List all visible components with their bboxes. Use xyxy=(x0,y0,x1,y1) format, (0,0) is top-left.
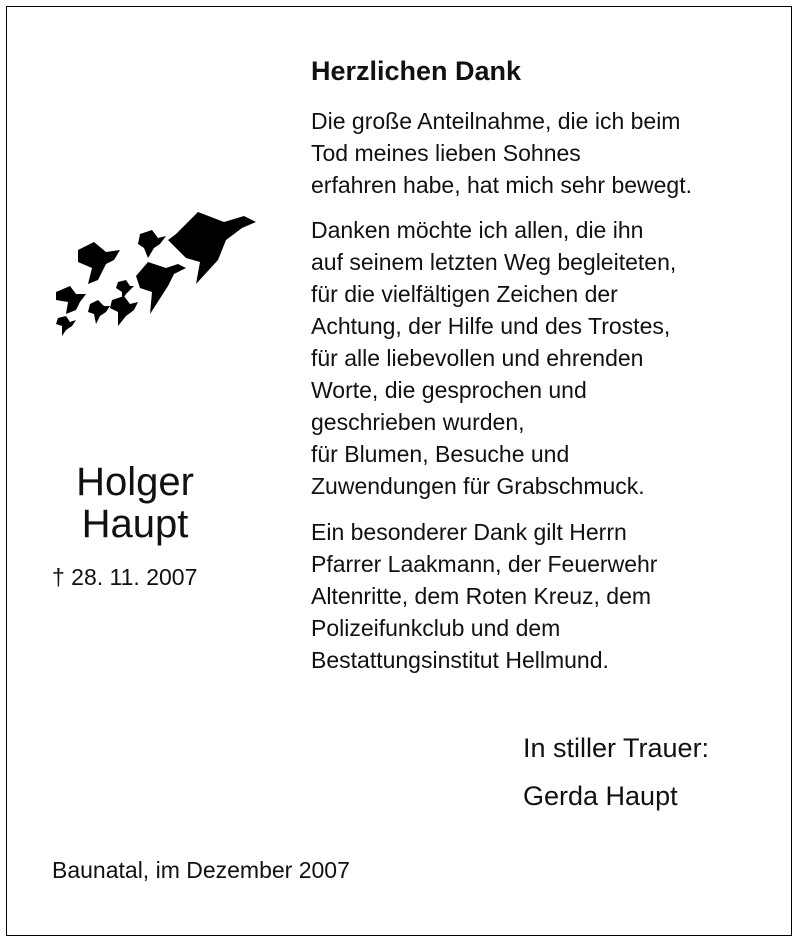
text-line: Tod meines lieben Sohnes xyxy=(311,140,581,166)
text-line: Bestattungsinstitut Hellmund. xyxy=(311,647,609,673)
text-line: für Blumen, Besuche und xyxy=(311,441,570,467)
death-date: † 28. 11. 2007 xyxy=(52,564,198,590)
text-line: Pfarrer Laakmann, der Feuerwehr xyxy=(311,551,658,577)
text-line: für die vielfältigen Zeichen der xyxy=(311,281,618,307)
text-line: geschrieben wurden, xyxy=(311,409,525,435)
paragraph-sympathy xyxy=(311,105,781,201)
mourning-label: In stiller Trauer: xyxy=(523,733,710,763)
deceased-first-name: Holger xyxy=(76,460,194,504)
paragraph-special-thanks xyxy=(311,516,781,676)
text-line: Danken möchte ich allen, die ihn xyxy=(311,217,644,243)
text-line: Zuwendungen für Grabschmuck. xyxy=(311,473,645,499)
text-line: Ein besonderer Dank gilt Herrn xyxy=(311,519,627,545)
notice-heading: Herzlichen Dank xyxy=(311,56,522,86)
text-line: auf seinem letzten Weg begleiteten, xyxy=(311,249,677,275)
text-line: Die große Anteilnahme, die ich beim xyxy=(311,108,681,134)
paragraph-thanks xyxy=(311,214,781,502)
text-line: Altenritte, dem Roten Kreuz, dem xyxy=(311,583,652,609)
text-line: für alle liebevollen und ehrenden xyxy=(311,345,644,371)
deceased-name xyxy=(40,461,230,545)
deceased-last-name: Haupt xyxy=(81,502,189,546)
text-line: Achtung, der Hilfe und des Trostes, xyxy=(311,313,671,339)
mourner-name: Gerda Haupt xyxy=(523,781,678,811)
flying-birds-icon xyxy=(48,206,260,340)
text-line: erfahren habe, hat mich sehr bewegt. xyxy=(311,172,693,198)
text-line: Polizeifunkclub und dem xyxy=(311,615,561,641)
text-line: Worte, die gesprochen und xyxy=(311,377,587,403)
place-and-date: Baunatal, im Dezember 2007 xyxy=(52,857,350,883)
